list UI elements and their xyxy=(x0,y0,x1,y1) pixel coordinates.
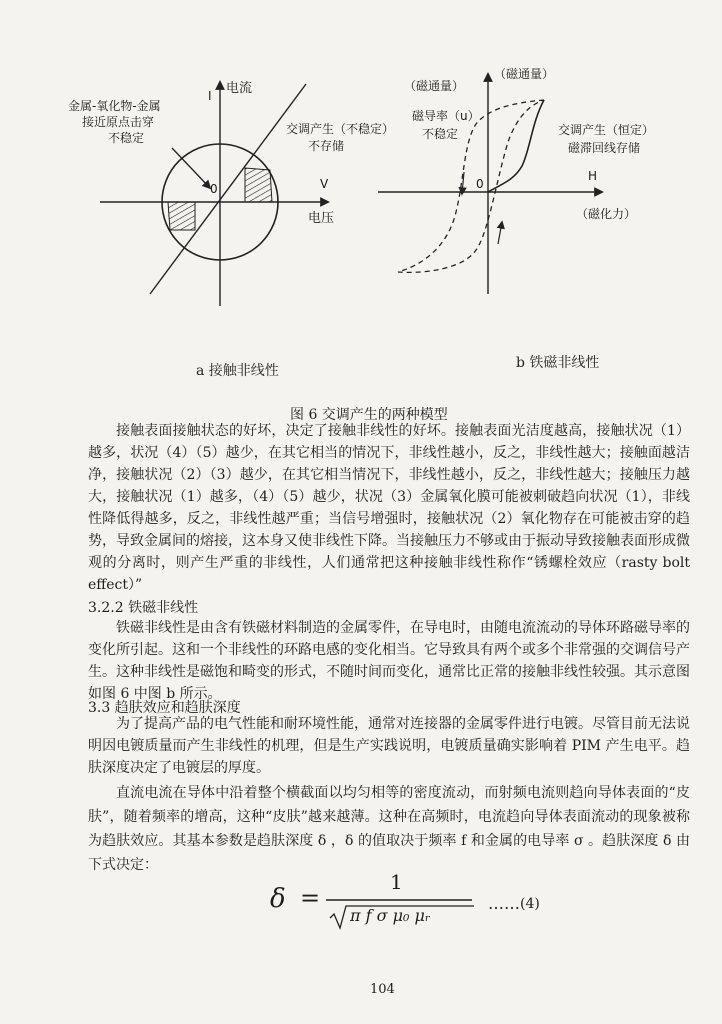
hatched-region-upper xyxy=(245,168,272,202)
y-axis-unit: 电流 xyxy=(226,81,253,96)
caption-a: a 接触非线性 xyxy=(196,363,279,379)
figure-b-ferromagnetic-nonlinearity xyxy=(372,62,702,332)
caption-b: b 铁磁非线性 xyxy=(516,355,600,371)
note-right-line-2: 磁滞回线存储 xyxy=(568,141,641,155)
note-right-line-1: 交调产生（不稳定） xyxy=(286,122,395,136)
origin-label: 0 xyxy=(476,177,484,191)
note-right-line-1: 交调产生（恒定） xyxy=(558,123,655,137)
note-left-line-2: 接近原点击穿 xyxy=(82,115,155,129)
loop-arrow-up xyxy=(498,222,502,244)
hatched-region-lower xyxy=(168,202,195,230)
formula-delta: δ xyxy=(270,884,286,914)
note-left-line-1: 磁导率（u） xyxy=(412,109,480,123)
note-right-line-2: 不存储 xyxy=(308,139,345,153)
x-axis-unit: 电压 xyxy=(308,211,335,226)
initial-magnetization-curve xyxy=(488,100,544,192)
formula-denominator: π f σ μ₀ μᵣ xyxy=(350,906,431,925)
note-left-line-2: 不稳定 xyxy=(422,127,459,141)
paragraph-contact-nonlinearity: 接触表面接触状态的好坏，决定了接触非线性的好坏。接触表面光洁度越高，接触状况（1）越多，状况（4）（5）越少，在其它相当的情况下，非线性越小，反之，非线性越大；接触面越洁净，接触状况（2）（3）越少，在其它相当情况下，非线性越小，反之，非线性越大；接触压力越大，接触状况（1）越多，（4）（5）越少，状况（3）金属氧化膜可能被刺破趋向状况（1），非线性降低得越多，反之，非线性越严重；当信号增强时，接触状况（2）氧化物存在可能被击穿的趋势，导致金属间的熔接，这本身又使非线性下降。当接触压力不够或由于振动导致接触表面形成微观的分离时，则产生严重的非线性，人们通常把这种接触非线性称作“锈螺栓效应（rasty bolt effect）” xyxy=(88,423,690,593)
note-arrow xyxy=(172,148,210,188)
paragraph-skin-effect: 直流电流在导体中沿着整个横截面以均匀相等的密度流动，而射频电流则趋向导体表面的“皮肤”，随着频率的增高，这种“皮肤”越来越薄。这种在高频时，电流趋向导体表面流动的现象被称为趋肤效应。其基本参数是趋肤深度 δ ，δ 的值取决于频率 f 和金属的电导率 σ 。趋肤深度 δ 由下式决定： xyxy=(88,785,690,873)
section-heading-3-2-2: 3.2.2 铁磁非线性 xyxy=(88,600,199,616)
figure-a-contact-nonlinearity xyxy=(60,68,395,328)
origin-label: 0 xyxy=(210,182,218,196)
flux-label-left: （磁通量） xyxy=(404,79,465,93)
formula-dots: …… xyxy=(488,894,520,913)
note-left-line-3: 不稳定 xyxy=(108,131,145,145)
x-axis-unit: （磁化力） xyxy=(576,207,637,221)
paragraph-plating: 为了提高产品的电气性能和耐环境性能，通常对连接器的金属零件进行电镀。尽管目前无法说明因电镀质量而产生非线性的机理，但是生产实践说明，电镀质量确实影响着 PIM 产生电平。趋肤深度决定了电镀层的厚度。 xyxy=(88,716,690,776)
figure-title: 图 6 交调产生的两种模型 xyxy=(290,407,448,423)
iv-curve-line xyxy=(150,84,306,294)
x-axis-symbol: H xyxy=(588,169,598,183)
formula-equals: = xyxy=(300,884,321,912)
page-number: 104 xyxy=(370,982,395,997)
paragraph-ferromagnetic: 铁磁非线性是由含有铁磁材料制造的金属零件，在导电时，由随电流流动的导体环路磁导率的变化所引起。这和一个非线性的环路电感的变化相当。它导致具有两个或多个非常强的交调信号产生。这种非线性是磁饱和畸变的形式，不随时间而变化，通常比正常的接触非线性较强。其示意图如图 6 中图 b 所示。 xyxy=(88,620,690,702)
y-axis-symbol: I xyxy=(208,89,212,103)
section-heading-3-3: 3.3 趋肤效应和趋肤深度 xyxy=(88,700,241,716)
formula-number: (4) xyxy=(520,896,540,912)
note-left-line-1: 金属-氧化物-金属 xyxy=(68,99,161,113)
hysteresis-loop xyxy=(398,100,544,272)
flux-label-right: （磁通量） xyxy=(494,67,555,81)
formula-numerator: 1 xyxy=(390,870,403,894)
x-axis-symbol: V xyxy=(320,177,329,191)
skin-depth-formula xyxy=(270,870,570,930)
